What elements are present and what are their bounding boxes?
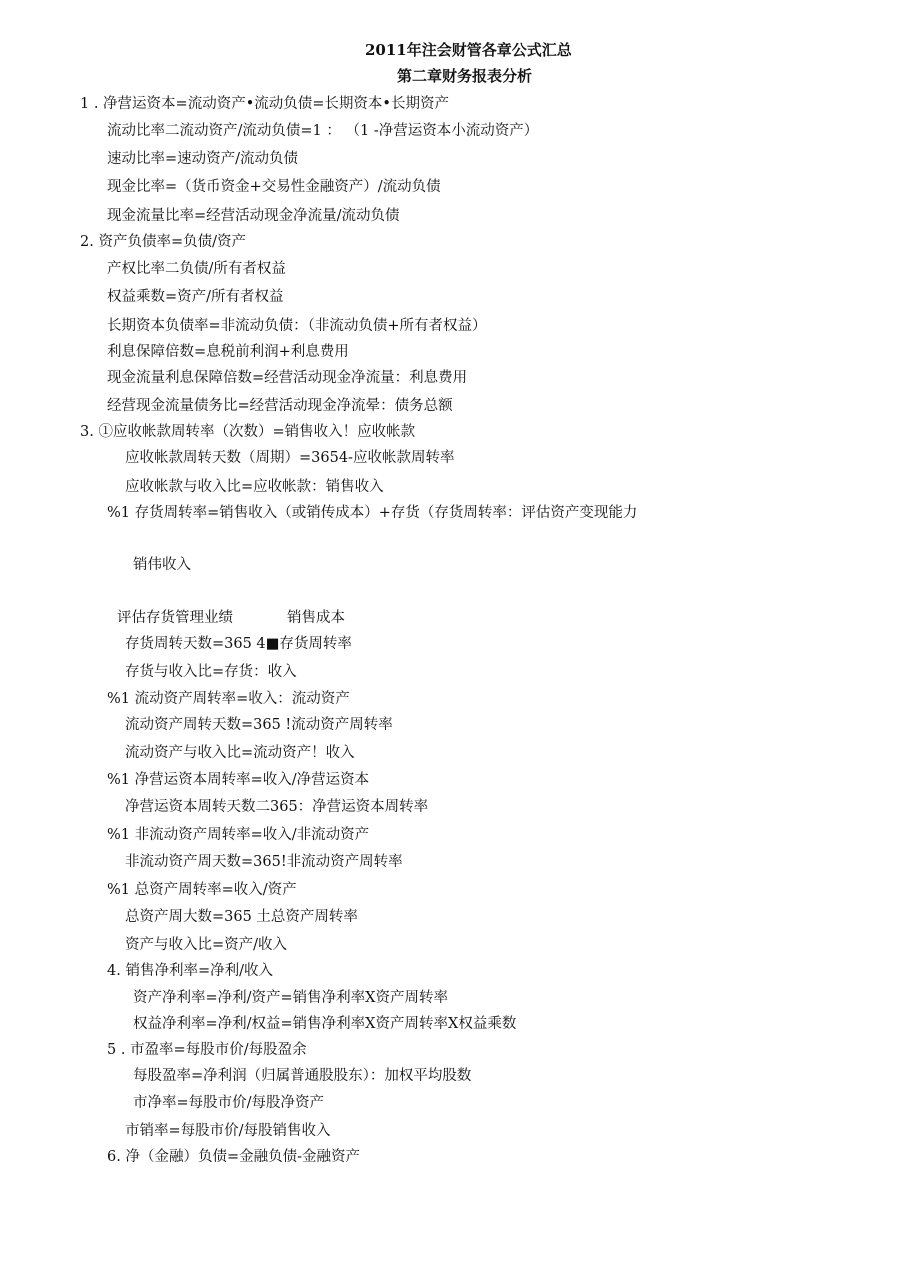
formula-line: 流动比率二流动资产/流动负债=1 ： （1 -净营运资本小流动资产） xyxy=(107,123,539,139)
formula-line: 权益净利率=净利/权益=销售净利率X资产周转率X权益乘数 xyxy=(133,1016,517,1032)
formula-line: 产权比率二负债/所有者权益 xyxy=(107,261,286,277)
chapter-heading: 第二章财务报表分析 xyxy=(397,67,533,85)
formula-line: 存货与收入比=存货：收入 xyxy=(125,664,297,680)
fraction-numerator: 销伟收入 xyxy=(133,557,191,573)
formula-line: 6. 净（金融）负债=金融负债-金融资产 xyxy=(107,1149,360,1165)
formula-line: %1 总资产周转率=收入/资产 xyxy=(107,882,297,898)
formula-line: 2. 资产负债率=负债/资产 xyxy=(80,234,246,250)
formula-line: 利息保障倍数=息税前利润+利息费用 xyxy=(107,344,349,360)
document-title: 2011年注会财管各章公式汇总 xyxy=(365,41,572,59)
fraction-denominator: 销售成本 xyxy=(287,610,345,626)
formula-line: 现金流量利息保障倍数=经营活动现金净流量：利息费用 xyxy=(107,370,468,386)
formula-line: 资产与收入比=资产/收入 xyxy=(125,937,288,953)
formula-line: 1 . 净营运资本=流动资产•流动负债=长期资本•长期资产 xyxy=(80,96,449,112)
formula-line: 现金比率=（货币资金+交易性金融资产）/流动负债 xyxy=(107,179,441,195)
formula-line: %1 净营运资本周转率=收入/净营运资本 xyxy=(107,772,370,788)
formula-line: 非流动资产周天数=365!非流动资产周转率 xyxy=(125,854,403,870)
formula-line: 经营现金流量债务比=经营活动现金净流晕：债务总额 xyxy=(107,398,453,414)
formula-line: 净营运资本周转天数二365：净营运资本周转率 xyxy=(125,799,429,815)
formula-note: 评估存货管理业绩 xyxy=(117,610,233,626)
formula-line: %1 流动资产周转率=收入：流动资产 xyxy=(107,691,350,707)
formula-line: 流动资产与收入比=流动资产！收入 xyxy=(125,745,355,761)
formula-line: 3. ①应收帐款周转率（次数）=销售收入！应收帐款 xyxy=(80,424,416,440)
formula-line: 现金流量比率=经营活动现金净流量/流动负债 xyxy=(107,208,400,224)
formula-line: 市销率=每股市价/每股销售收入 xyxy=(125,1123,331,1139)
formula-line: 总资产周大数=365 土总资产周转率 xyxy=(125,909,358,925)
formula-line: 4. 销售净利率=净利/收入 xyxy=(107,963,273,979)
formula-line: 长期资本负债率=非流动负债：（非流动负债+所有者权益） xyxy=(107,318,487,334)
formula-line: 每股盈率=净利润（归属普通股股东）：加权平均股数 xyxy=(133,1068,472,1084)
formula-line: %1 非流动资产周转率=收入/非流动资产 xyxy=(107,827,370,843)
formula-line: 存货周转天数=365 4■存货周转率 xyxy=(125,636,352,652)
formula-line: 权益乘数=资产/所有者权益 xyxy=(107,289,284,305)
formula-line: 市净率=每股市价/每股净资产 xyxy=(133,1095,325,1111)
formula-line: %1 存货周转率=销售收入（或销传成本）+存货（存货周转率：评估资产变现能力 xyxy=(107,505,638,521)
formula-line: 速动比率=速动资产/流动负债 xyxy=(107,151,299,167)
formula-line: 应收帐款周转天数（周期）=3654-应收帐款周转率 xyxy=(125,450,455,466)
formula-line: 资产净利率=净利/资产=销售净利率X资产周转率 xyxy=(133,990,449,1006)
formula-line: 5 . 市盈率=每股市价/每股盈余 xyxy=(107,1042,307,1058)
formula-line: 流动资产周转天数=365 !流动资产周转率 xyxy=(125,717,393,733)
formula-line: 应收帐款与收入比=应收帐款：销售收入 xyxy=(125,479,384,495)
